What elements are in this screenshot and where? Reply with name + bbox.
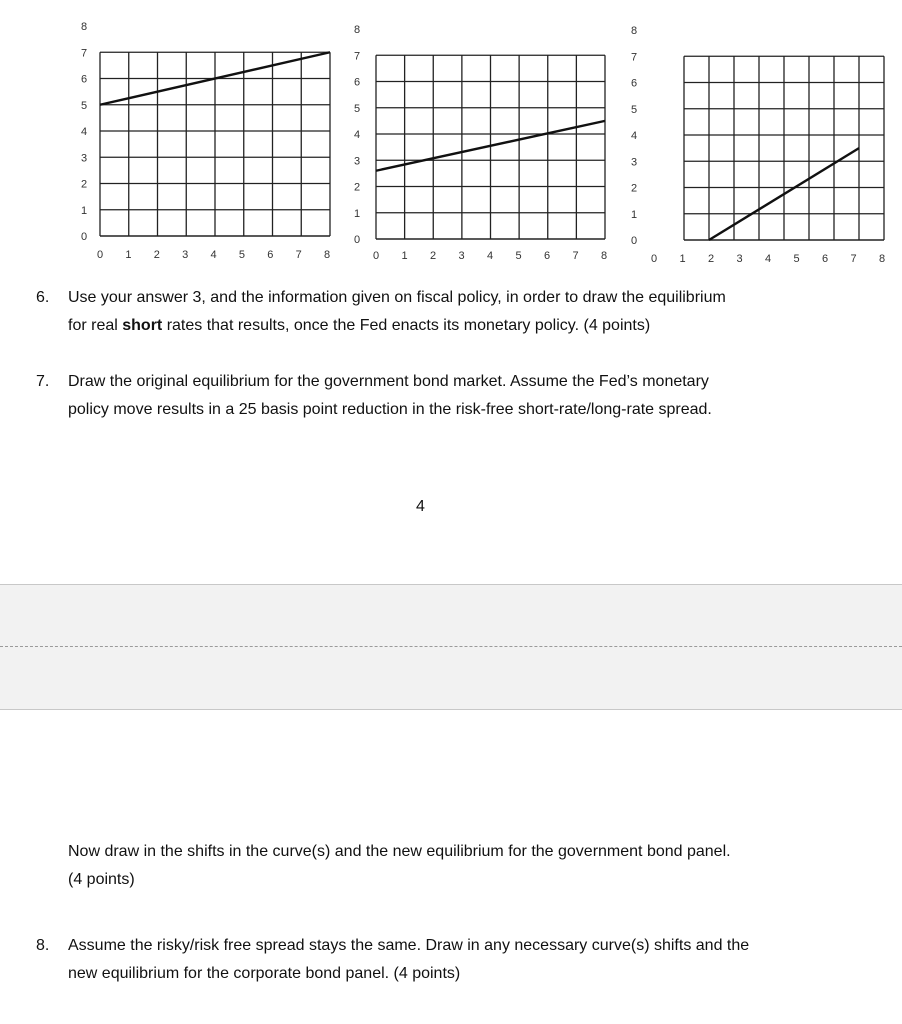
x-tick-label: 2 xyxy=(707,253,715,265)
y-tick-label: 3 xyxy=(353,155,361,168)
y-tick-label: 1 xyxy=(353,207,361,220)
y-tick-label: 6 xyxy=(630,77,638,90)
y-tick-label: 4 xyxy=(353,129,361,141)
x-tick-label: 6 xyxy=(543,250,551,262)
y-tick-label: 5 xyxy=(80,99,88,112)
y-tick-label: 8 xyxy=(353,24,361,36)
question-6-line2 xyxy=(68,312,858,340)
y-tick-label: 3 xyxy=(80,152,88,165)
y-tick-label: 0 xyxy=(353,234,361,246)
question-7 xyxy=(36,368,866,428)
question-6-text-b: rates that results, once the Fed enacts its monetary policy. (4 points) xyxy=(162,317,651,334)
y-tick-label: 7 xyxy=(630,51,638,64)
x-tick-label: 5 xyxy=(515,250,522,262)
question-6 xyxy=(36,284,866,344)
x-tick-label: 6 xyxy=(821,253,829,265)
x-tick-label: 8 xyxy=(878,253,886,265)
question-7-line2: policy move results in a 25 basis point reduction in the risk-free short-rate/long-rate spread. xyxy=(68,401,712,418)
y-tick-label: 1 xyxy=(630,208,638,221)
y-tick-label: 2 xyxy=(80,178,88,191)
question-8-line2: new equilibrium for the corporate bond panel. (4 points) xyxy=(68,965,461,982)
y-tick-label: 7 xyxy=(353,50,361,63)
x-tick-label: 1 xyxy=(401,250,408,262)
x-tick-label: 3 xyxy=(458,250,465,262)
question-6-text-a: for real xyxy=(68,317,123,334)
y-tick-label: 6 xyxy=(353,76,361,89)
question-7-line1: Draw the original equilibrium for the government bond market. Assume the Fed’s monetary xyxy=(68,373,709,390)
question-6-line1: Use your answer 3, and the information given on fiscal policy, in order to draw the equilibrium xyxy=(68,289,726,306)
x-tick-label: 2 xyxy=(153,249,160,261)
page-number: 4 xyxy=(416,498,425,515)
x-tick-label: 5 xyxy=(793,253,800,265)
y-tick-label: 3 xyxy=(630,156,638,169)
x-tick-label: 1 xyxy=(679,253,686,265)
y-tick-label: 4 xyxy=(630,130,638,142)
y-tick-label: 8 xyxy=(80,21,88,33)
y-tick-label: 5 xyxy=(353,102,361,115)
x-tick-label: 4 xyxy=(486,250,494,262)
x-tick-label: 5 xyxy=(238,249,245,261)
y-tick-label: 4 xyxy=(80,126,88,138)
chart-svg xyxy=(0,0,902,280)
x-tick-label: 3 xyxy=(736,253,743,265)
x-tick-label: 0 xyxy=(372,250,380,262)
x-tick-label: 2 xyxy=(429,250,437,262)
page-break xyxy=(0,584,902,710)
y-tick-label: 2 xyxy=(353,181,361,194)
x-tick-label: 0 xyxy=(96,249,104,261)
question-7-continued-line1: Now draw in the shifts in the curve(s) and the new equilibrium for the government bond panel. xyxy=(68,843,731,860)
y-tick-label: 5 xyxy=(630,103,638,116)
question-8 xyxy=(36,932,866,992)
x-tick-label: 4 xyxy=(210,249,217,261)
question-8-number: 8. xyxy=(36,937,50,954)
x-tick-label: 8 xyxy=(600,250,608,262)
y-tick-label: 7 xyxy=(80,47,88,60)
question-7-continued-line2: (4 points) xyxy=(68,871,135,888)
x-tick-label: 4 xyxy=(764,253,772,265)
x-tick-label: 7 xyxy=(850,253,857,265)
x-tick-label: 6 xyxy=(267,249,274,261)
x-tick-label: 0 xyxy=(650,253,658,265)
question-7-continued xyxy=(68,838,868,898)
y-tick-label: 2 xyxy=(630,182,638,195)
question-6-number: 6. xyxy=(36,289,50,306)
x-tick-label: 8 xyxy=(323,249,331,261)
y-tick-label: 0 xyxy=(630,235,638,247)
page-break-dashed-line xyxy=(0,646,902,647)
y-tick-label: 0 xyxy=(80,231,88,243)
question-7-number: 7. xyxy=(36,373,50,390)
question-6-bold-word: short xyxy=(122,317,163,334)
y-tick-label: 8 xyxy=(630,25,638,37)
x-tick-label: 7 xyxy=(295,249,302,261)
x-tick-label: 7 xyxy=(572,250,579,262)
y-tick-label: 6 xyxy=(80,73,88,86)
x-tick-label: 1 xyxy=(125,249,132,261)
y-tick-label: 1 xyxy=(80,204,88,217)
x-tick-label: 3 xyxy=(182,249,189,261)
chart-panels xyxy=(0,0,902,280)
question-8-line1: Assume the risky/risk free spread stays the same. Draw in any necessary curve(s) shifts and the xyxy=(68,937,750,954)
